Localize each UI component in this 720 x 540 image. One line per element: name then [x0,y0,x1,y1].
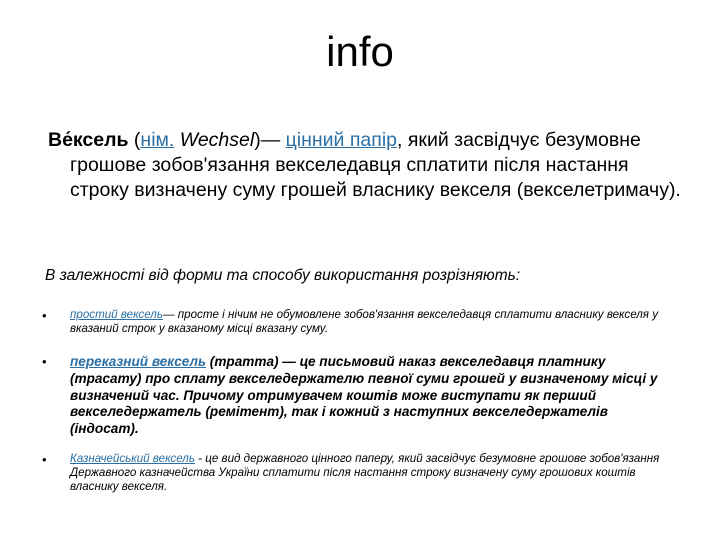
transfer-bill-link[interactable]: переказний вексель [70,354,207,369]
bullet-body: — просте і нічим не обумовлене зобов'язання векселедавця сплатити власнику векселя у вказаний строк у вказаному місці вказану суму. [70,308,659,335]
definition-paragraph [48,128,690,203]
intro-text: В залежності від форми та способу використання розрізняють: [45,267,521,284]
bullet-text [70,452,660,494]
bullet-text [70,354,660,438]
bullet-marker: • [42,308,47,323]
treasury-bill-link[interactable]: Казначейський вексель [70,452,195,465]
bullet-text [70,308,660,336]
term-vexel: Ве́ксель [48,129,129,151]
definition-text: , який засвідчує безумовне грошове зобов'язання векселедавця сплатити після настання строку визначену суму грошей власнику векселя (векселетримачу). [70,129,681,201]
bullet-body: - це вид державного цінного паперу, який засвідчує безумовне грошове зобов'язання Державного казначейства України сплатити після настання строку визначену суму грошових коштів власнику векселя. [70,452,660,493]
simple-bill-link[interactable]: простий вексель [70,308,163,321]
bullet-body: (тратта) — це письмовий наказ векселедавця платнику (трасату) про сплату векселедержателю певної суми грошей у визначеному місці у визначений час. Причому отримувачем коштів може виступати як перший векселедержатель (ремітент), так і кожний з наступних векселедержателів (індосат). [70,354,658,437]
bullet-marker: • [42,354,47,369]
slide-title: info [326,28,394,75]
securities-link[interactable]: цінний папір [285,129,398,151]
foreign-word: Wechsel [174,129,255,151]
open-paren: ( [128,129,141,151]
dash: )— [254,129,286,151]
lang-link[interactable]: нім. [140,129,175,151]
bullet-marker: • [42,452,47,467]
